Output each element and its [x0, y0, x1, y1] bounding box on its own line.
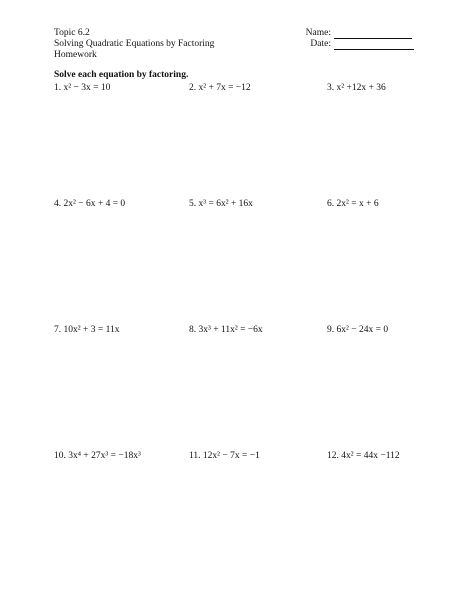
problem-number: 7. — [54, 325, 62, 335]
problem-number: 9. — [327, 325, 335, 335]
worksheet-type: Homework — [54, 50, 97, 60]
problem-11 — [189, 451, 260, 461]
problem-number: 8. — [189, 325, 197, 335]
problem-equation: 3x³ + 11x² = −6x — [198, 325, 263, 335]
problem-7 — [54, 325, 119, 335]
problem-equation: x³ = 6x² + 16x — [198, 199, 253, 209]
problem-3 — [327, 83, 386, 93]
problem-12 — [327, 451, 400, 461]
problem-equation: x² − 3x = 10 — [63, 83, 111, 93]
problem-equation: 6x² − 24x = 0 — [336, 325, 389, 335]
problem-number: 1. — [54, 83, 62, 93]
name-label: Name: — [305, 28, 331, 38]
date-label: Date: — [310, 39, 331, 49]
problem-number: 5. — [189, 199, 197, 209]
problem-equation: 4x² = 44x −112 — [341, 451, 400, 461]
problem-equation: 2x² − 6x + 4 = 0 — [63, 199, 126, 209]
name-row — [299, 28, 414, 39]
problem-2 — [189, 83, 251, 93]
worksheet-header — [54, 28, 214, 61]
name-date-block — [299, 28, 414, 50]
instructions: Solve each equation by factoring. — [54, 70, 189, 80]
problem-equation: 10x² + 3 = 11x — [63, 325, 120, 335]
problem-number: 12. — [327, 451, 339, 461]
date-field[interactable] — [334, 40, 414, 50]
problem-equation: x² + 7x = −12 — [198, 83, 251, 93]
problem-number: 3. — [327, 83, 335, 93]
problem-4 — [54, 199, 125, 209]
problem-number: 11. — [189, 451, 201, 461]
problem-6 — [327, 199, 379, 209]
worksheet-title: Solving Quadratic Equations by Factoring — [54, 39, 215, 49]
problem-number: 6. — [327, 199, 335, 209]
problem-number: 2. — [189, 83, 197, 93]
problem-1 — [54, 83, 110, 93]
problem-equation: x² +12x + 36 — [336, 83, 386, 93]
problem-9 — [327, 325, 388, 335]
problem-equation: 2x² = x + 6 — [336, 199, 379, 209]
name-field[interactable] — [334, 29, 412, 39]
problem-equation: 3x⁴ + 27x³ = −18x³ — [68, 451, 141, 461]
problem-number: 4. — [54, 199, 62, 209]
problem-8 — [189, 325, 263, 335]
date-row — [299, 39, 414, 50]
problem-equation: 12x² − 7x = −1 — [202, 451, 260, 461]
problem-number: 10. — [54, 451, 66, 461]
problem-5 — [189, 199, 253, 209]
topic-line: Topic 6.2 — [54, 28, 90, 38]
problem-10 — [54, 451, 141, 461]
